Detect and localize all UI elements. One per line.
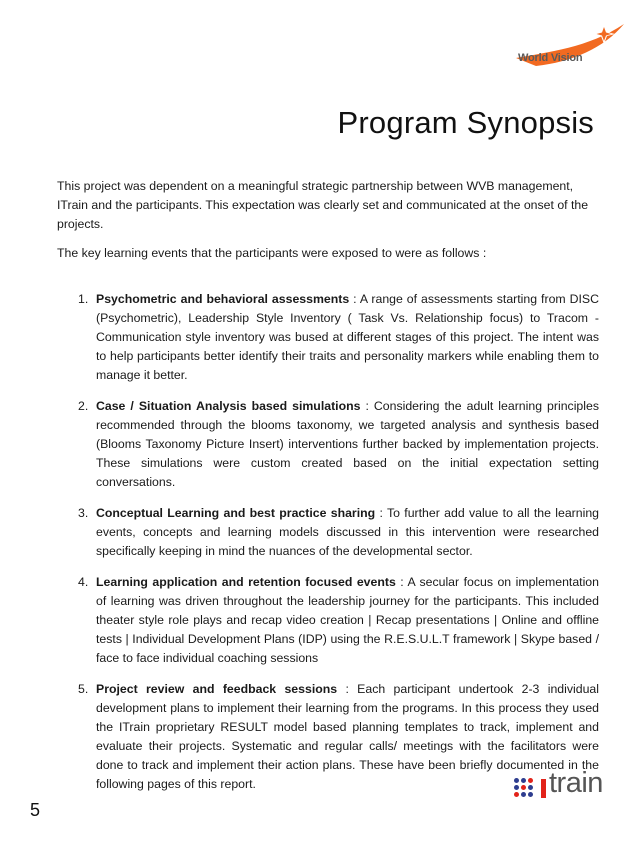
intro-lead-paragraph: The key learning events that the participants were exposed to were as follows : [57,246,487,260]
list-item-text: : Considering the adult learning principles recommended through the blooms taxonomy, we targeted analysis and synthesis based (Blooms Taxonomy Picture Insert) interventions further backed by implementation projects. These simulations were custom created based on the initial expectation setting conversations. [96,399,599,489]
world-vision-logo [508,18,628,76]
list-item-text: : A secular focus on implementation of learning was driven throughout the leadership journey for the participants. This included theater style role plays and recap video creation | Recap presentations | Online and offline tests | Individual Development Plans (IDP) using the R.E.S.U.L.T framework | Skype based / face to face individual coaching sessions [96,575,599,665]
world-vision-star-icon [508,18,628,76]
intro-paragraph: This project was dependent on a meaningful strategic partnership between WVB management, ITrain and the participants. This expectation was clearly set and communicated at the onset of the projects. [57,179,589,231]
list-item [57,397,599,492]
list-item [57,290,599,385]
list-item-heading: Conceptual Learning and best practice sharing [96,506,376,520]
list-item-number: 1. [78,292,89,306]
list-item-number: 2. [78,399,89,413]
list-item-text: : Each participant undertook 2-3 individual development plans to implement their learning from the programs. In this process they used the ITrain proprietary RESULT model based planning templates to track, implement and evaluate their projects. Systematic and regular calls/ meetings with the facilitators were done to track and implement their action plans. These have been briefly documented in the following pages of this report. [96,682,600,791]
list-item-heading: Case / Situation Analysis based simulations [96,399,361,413]
list-item-number: 4. [78,575,89,589]
page-number: 5 [30,800,41,820]
list-item-text: : To further add value to all the learning events, concepts and learning models discussed in this intervention were researched specifically keeping in mind the nuances of the developmental sector. [96,506,600,558]
world-vision-logo-text: World Vision [518,52,583,64]
list-item-heading: Learning application and retention focused events [96,575,396,589]
page-title: Program Synopsis [337,105,594,140]
list-item [57,573,599,668]
list-item-text: : A range of assessments starting from DISC (Psychometric), Leadership Style Inventory ( Task Vs. Relationship focus) to Tracom - Communication style inventory was bused at different stages of this project. The intent was to help participants better identify their traits and personality markers while enabling them to manage it better. [96,292,600,382]
list-item-heading: Project review and feedback sessions [96,682,338,696]
itrain-i-bar [541,779,546,798]
itrain-logo-text: train [549,767,603,799]
itrain-dots-icon [514,772,538,800]
list-item-heading: Psychometric and behavioral assessments [96,292,350,306]
learning-events-list [57,290,599,806]
itrain-logo [514,769,606,805]
list-item-number: 3. [78,506,89,520]
list-item [57,504,599,561]
list-item-number: 5. [78,682,89,696]
